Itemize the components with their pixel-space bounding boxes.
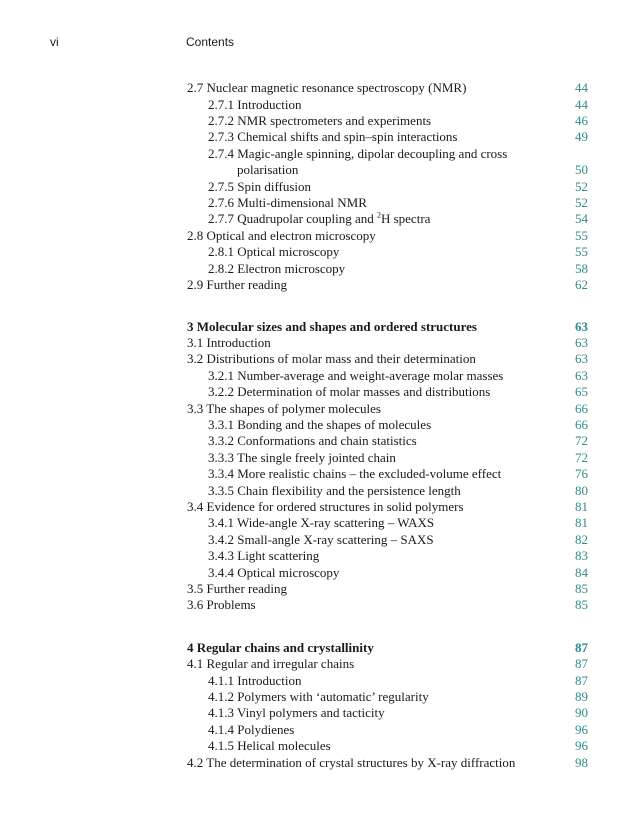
superscript-2: 2: [376, 210, 381, 220]
toc-entry[interactable]: [0, 80, 638, 96]
entry-page: 66: [575, 401, 588, 416]
entry-title: 2.8.1 Optical microscopy: [208, 244, 340, 259]
toc-entry[interactable]: [0, 368, 638, 384]
entry-page: 58: [575, 261, 588, 276]
entry-page: 90: [575, 705, 588, 720]
entry-title: 3.4 Evidence for ordered structures in solid polymers: [187, 499, 464, 514]
toc-entry[interactable]: [0, 277, 638, 293]
entry-title: 2.7.1 Introduction: [208, 97, 302, 112]
toc-entry[interactable]: [0, 565, 638, 581]
entry-page: 82: [575, 532, 588, 547]
toc-entry[interactable]: [0, 351, 638, 367]
entry-title: 2.7.3 Chemical shifts and spin–spin interactions: [208, 129, 458, 144]
toc-entry[interactable]: [0, 433, 638, 449]
entry-title-part: H spectra: [380, 211, 431, 226]
entry-page: 50: [575, 162, 588, 177]
toc-entry[interactable]: [0, 722, 638, 738]
entry-page: 44: [575, 80, 588, 95]
entry-title: 2.8 Optical and electron microscopy: [187, 228, 376, 243]
entry-title: 2.7 Nuclear magnetic resonance spectroscopy (NMR): [187, 80, 467, 95]
entry-title: 3.4.2 Small-angle X-ray scattering – SAXS: [208, 532, 434, 547]
entry-title: 4.1.1 Introduction: [208, 673, 302, 688]
toc-entry[interactable]: [0, 129, 638, 145]
entry-title: 3.6 Problems: [187, 597, 256, 612]
chapter-page: 63: [575, 319, 588, 334]
entry-title: 2.7.4 Magic-angle spinning, dipolar decoupling and cross: [208, 146, 508, 161]
toc-entry[interactable]: [0, 499, 638, 515]
entry-title: 4.1 Regular and irregular chains: [187, 656, 355, 671]
entry-title: 4.1.3 Vinyl polymers and tacticity: [208, 705, 385, 720]
toc-entry[interactable]: [0, 384, 638, 400]
page-header: [0, 35, 638, 51]
toc-entry[interactable]: [0, 450, 638, 466]
toc-entry[interactable]: [0, 228, 638, 244]
entry-page: 80: [575, 483, 588, 498]
toc-entry[interactable]: [0, 738, 638, 754]
entry-page: 52: [575, 179, 588, 194]
entry-title: 3.2.2 Determination of molar masses and distributions: [208, 384, 491, 399]
toc-chapter-4[interactable]: [0, 640, 638, 656]
toc-entry[interactable]: [0, 483, 638, 499]
entry-page: 55: [575, 228, 588, 243]
toc-entry[interactable]: [0, 179, 638, 195]
entry-title: 3.3 The shapes of polymer molecules: [187, 401, 381, 416]
chapter-page: 87: [575, 640, 588, 655]
entry-title: 3.3.5 Chain flexibility and the persistence length: [208, 483, 461, 498]
entry-page: 85: [575, 597, 588, 612]
entry-page: 55: [575, 244, 588, 259]
entry-page: 54: [575, 211, 588, 226]
entry-page: 85: [575, 581, 588, 596]
entry-title: 3.4.1 Wide-angle X-ray scattering – WAXS: [208, 515, 435, 530]
entry-page: 46: [575, 113, 588, 128]
entry-title: 3.1 Introduction: [187, 335, 271, 350]
entry-page: 44: [575, 97, 588, 112]
entry-title: 3.3.1 Bonding and the shapes of molecules: [208, 417, 432, 432]
toc-entry[interactable]: [0, 335, 638, 351]
toc-entry-continuation[interactable]: [0, 162, 638, 178]
entry-title: 2.7.6 Multi-dimensional NMR: [208, 195, 367, 210]
toc-entry[interactable]: [0, 195, 638, 211]
entry-title: 2.7.2 NMR spectrometers and experiments: [208, 113, 432, 128]
toc-entry[interactable]: [0, 417, 638, 433]
toc-entry[interactable]: [0, 113, 638, 129]
entry-page: 81: [575, 499, 588, 514]
toc-entry[interactable]: [0, 401, 638, 417]
entry-page: 65: [575, 384, 588, 399]
entry-page: 84: [575, 565, 588, 580]
entry-page: 72: [575, 450, 588, 465]
toc-entry[interactable]: [0, 705, 638, 721]
entry-title: 4.1.2 Polymers with ‘automatic’ regularity: [208, 689, 429, 704]
toc-entry[interactable]: [0, 581, 638, 597]
entry-page: 87: [575, 656, 588, 671]
entry-title: 3.3.2 Conformations and chain statistics: [208, 433, 417, 448]
entry-page: 96: [575, 738, 588, 753]
entry-title: 3.3.4 More realistic chains – the excluded-volume effect: [208, 466, 502, 481]
entry-title: 3.2 Distributions of molar mass and their determination: [187, 351, 476, 366]
entry-page: 52: [575, 195, 588, 210]
toc-entry[interactable]: [0, 597, 638, 613]
toc-entry[interactable]: [0, 755, 638, 771]
entry-page: 87: [575, 673, 588, 688]
entry-page: 96: [575, 722, 588, 737]
entry-title: 3.2.1 Number-average and weight-average molar masses: [208, 368, 504, 383]
entry-page: 63: [575, 368, 588, 383]
entry-title: 3.4.4 Optical microscopy: [208, 565, 340, 580]
entry-page: 49: [575, 129, 588, 144]
entry-title: 4.1.4 Polydienes: [208, 722, 295, 737]
entry-page: 98: [575, 755, 588, 770]
chapter-title: 4 Regular chains and crystallinity: [187, 640, 374, 655]
entry-title: 2.9 Further reading: [187, 277, 288, 292]
entry-page: 76: [575, 466, 588, 481]
toc-entry[interactable]: [0, 532, 638, 548]
entry-title: 4.2 The determination of crystal structures by X-ray diffraction: [187, 755, 516, 770]
toc-entry[interactable]: [0, 97, 638, 113]
running-title: Contents: [186, 35, 235, 49]
entry-page: 89: [575, 689, 588, 704]
entry-title: polarisation: [237, 162, 299, 177]
page-number: vi: [50, 35, 59, 49]
toc-entry[interactable]: [0, 466, 638, 482]
toc-entry[interactable]: [0, 673, 638, 689]
entry-title: 3.5 Further reading: [187, 581, 288, 596]
entry-title: 4.1.5 Helical molecules: [208, 738, 331, 753]
entry-title: 2.8.2 Electron microscopy: [208, 261, 346, 276]
entry-page: 83: [575, 548, 588, 563]
entry-page: 63: [575, 351, 588, 366]
entry-page: 62: [575, 277, 588, 292]
toc-entry[interactable]: [0, 244, 638, 260]
toc-entry[interactable]: [0, 515, 638, 531]
toc-entry[interactable]: [0, 211, 638, 227]
entry-title-part: 2.7.7 Quadrupolar coupling and: [208, 211, 377, 226]
toc-entry[interactable]: [0, 548, 638, 564]
entry-title: [208, 211, 430, 227]
toc-chapter-3[interactable]: [0, 319, 638, 335]
toc-entry[interactable]: [0, 689, 638, 705]
entry-page: 63: [575, 335, 588, 350]
chapter-title: 3 Molecular sizes and shapes and ordered structures: [187, 319, 477, 334]
toc-entry[interactable]: [0, 146, 638, 162]
toc-entry[interactable]: [0, 656, 638, 672]
entry-title: 3.3.3 The single freely jointed chain: [208, 450, 396, 465]
entry-page: 72: [575, 433, 588, 448]
toc-entry[interactable]: [0, 261, 638, 277]
entry-page: 66: [575, 417, 588, 432]
entry-title: 2.7.5 Spin diffusion: [208, 179, 312, 194]
entry-page: 81: [575, 515, 588, 530]
entry-title: 3.4.3 Light scattering: [208, 548, 320, 563]
